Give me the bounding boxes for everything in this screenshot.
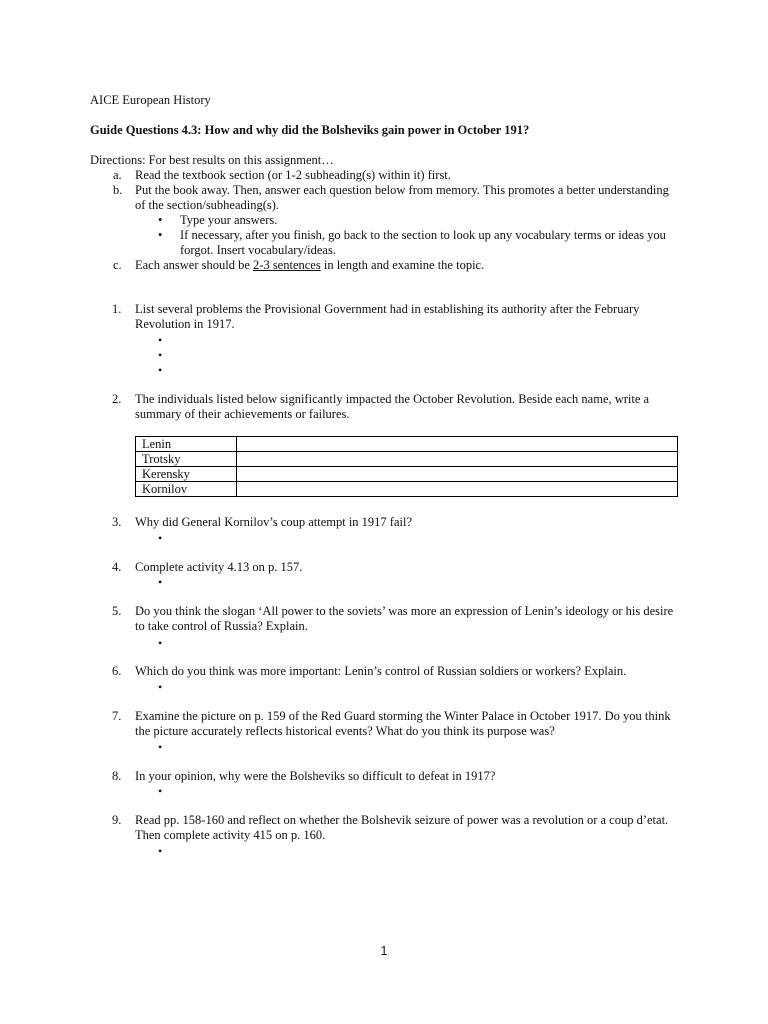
- table-row: [136, 452, 678, 467]
- question-8: [112, 769, 678, 784]
- person-name: Kornilov: [136, 482, 237, 497]
- direction-text: Put the book away. Then, answer each question below from memory. This promotes a better understanding of the section/subheading(s).: [135, 183, 669, 212]
- direction-item-c: [113, 258, 678, 273]
- question-text: Read pp. 158-160 and reflect on whether the Bolshevik seizure of power was a revolution or a coup d’etat. Then complete activity 415 on p. 160.: [135, 813, 669, 842]
- summary-cell[interactable]: [237, 452, 678, 467]
- question-7: [112, 709, 678, 739]
- table-row: [136, 467, 678, 482]
- answer-bullet: •: [158, 575, 163, 589]
- direction-marker: b.: [113, 183, 123, 197]
- question-text: Why did General Kornilov’s coup attempt in 1917 fail?: [135, 515, 413, 529]
- directions-intro: Directions: For best results on this assignment…: [90, 153, 334, 167]
- question-number: 2.: [112, 392, 122, 406]
- question-2: [112, 392, 678, 422]
- sub-bullet-text: Type your answers.: [180, 213, 278, 227]
- question-9: [112, 813, 678, 843]
- sub-bullet-item: [158, 228, 678, 258]
- direction-item-b: [113, 183, 678, 213]
- direction-item-a: [113, 168, 678, 183]
- answer-bullet: •: [158, 740, 163, 754]
- direction-text-before: Each answer should be: [135, 258, 254, 272]
- question-text: Do you think the slogan ‘All power to the soviets’ was more an expression of Lenin’s ideology or his desire to take control of Russia? Explain.: [135, 604, 674, 633]
- person-name: Lenin: [136, 437, 237, 452]
- answer-bullet: •: [158, 844, 163, 858]
- person-name: Kerensky: [136, 467, 237, 482]
- answer-bullet: •: [158, 680, 163, 694]
- sub-bullet-item: [158, 213, 678, 228]
- summary-cell[interactable]: [237, 482, 678, 497]
- guide-title: Guide Questions 4.3: How and why did the Bolsheviks gain power in October 191?: [90, 123, 530, 137]
- question-text: In your opinion, why were the Bolsheviks so difficult to defeat in 1917?: [135, 769, 496, 783]
- question-3: [112, 515, 678, 530]
- people-table: [135, 436, 678, 497]
- table-row: [136, 437, 678, 452]
- direction-text: [135, 258, 678, 273]
- answer-bullet: •: [158, 348, 163, 362]
- question-1: [112, 302, 678, 332]
- question-number: 1.: [112, 302, 122, 316]
- question-number: 3.: [112, 515, 122, 529]
- direction-text-after: in length and examine the topic.: [320, 258, 485, 272]
- question-number: 9.: [112, 813, 122, 827]
- answer-bullet: •: [158, 333, 163, 347]
- bullet-icon: •: [158, 228, 163, 242]
- underlined-requirement: 2-3 sentences: [253, 258, 321, 272]
- question-text: The individuals listed below significantly impacted the October Revolution. Beside each name, write a summary of their achievements or failures.: [135, 392, 650, 421]
- summary-cell[interactable]: [237, 437, 678, 452]
- answer-bullet: •: [158, 531, 163, 545]
- sub-bullet-text: If necessary, after you finish, go back to the section to look up any vocabulary terms or ideas you forgot. Insert vocabulary/ideas.: [180, 228, 666, 257]
- direction-marker: c.: [113, 258, 122, 272]
- page-number: 1: [380, 944, 388, 958]
- question-number: 4.: [112, 560, 122, 574]
- answer-bullet: •: [158, 363, 163, 377]
- course-name: AICE European History: [90, 93, 211, 107]
- question-text: List several problems the Provisional Government had in establishing its authority after the February Revolution in 1917.: [135, 302, 640, 331]
- direction-marker: a.: [113, 168, 122, 182]
- question-text: Which do you think was more important: Lenin’s control of Russian soldiers or workers? Explain.: [135, 664, 627, 678]
- direction-text: Read the textbook section (or 1-2 subheading(s) within it) first.: [135, 168, 451, 182]
- table-row: [136, 482, 678, 497]
- bullet-icon: •: [158, 213, 163, 227]
- question-4: [112, 560, 678, 575]
- question-text: Complete activity 4.13 on p. 157.: [135, 560, 303, 574]
- question-number: 7.: [112, 709, 122, 723]
- question-number: 6.: [112, 664, 122, 678]
- person-name: Trotsky: [136, 452, 237, 467]
- answer-bullet: •: [158, 784, 163, 798]
- answer-bullet: •: [158, 636, 163, 650]
- question-6: [112, 664, 678, 679]
- question-number: 8.: [112, 769, 122, 783]
- question-5: [112, 604, 678, 634]
- summary-cell[interactable]: [237, 467, 678, 482]
- question-number: 5.: [112, 604, 122, 618]
- question-text: Examine the picture on p. 159 of the Red Guard storming the Winter Palace in October 1917. Do you think the picture accurately reflects historical events? What do you think its purpose was?: [135, 709, 671, 738]
